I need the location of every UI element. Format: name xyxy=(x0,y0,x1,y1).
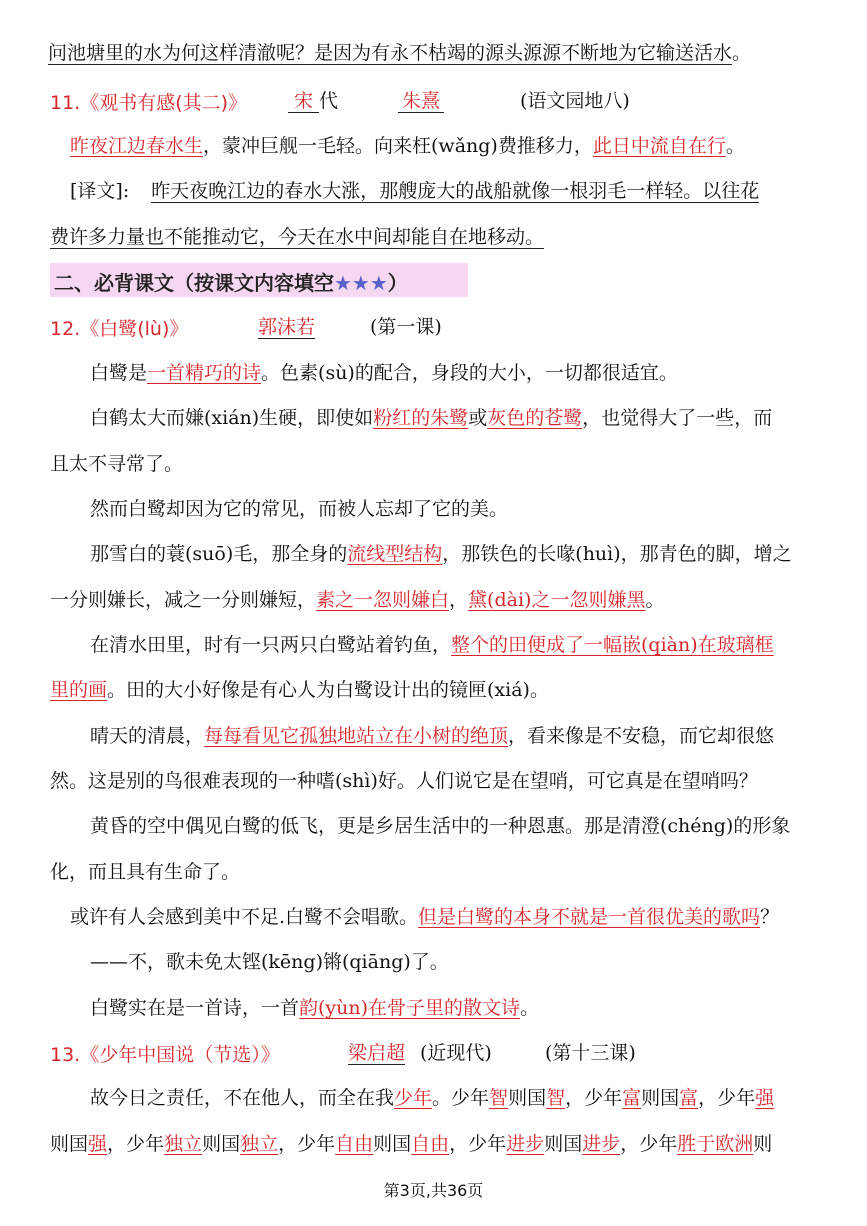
text12-author: 郭沫若 xyxy=(258,316,316,338)
text12-p7-cont: 化，而且具有生命了。 xyxy=(50,861,241,883)
text13-line2: 则国强，少年独立则国独立，少年自由则国自由，少年进步则国进步，少年胜于欧洲则 xyxy=(50,1133,773,1155)
text13-era: (近现代) xyxy=(420,1042,492,1064)
text12-p9: ——不，歌未免太铿(kēng)锵(qiāng)了。 xyxy=(90,951,449,973)
text12-p5: 在清水田里，时有一只两只白鹭站着钓鱼，整个的田便成了一幅嵌(qiàn)在玻璃框 xyxy=(90,634,774,656)
poem11-translation-line1: [译文]: 昨天夜晚江边的春水大涨，那艘庞大的战船就像一根羽毛一样轻。以往花 xyxy=(70,180,760,202)
poem11-source: (语文园地八) xyxy=(520,90,630,112)
top-line: 问池塘里的水为何这样清澈呢？是因为有永不枯竭的源头源源不断地为它输送活水。 xyxy=(48,42,752,64)
text12-p6: 晴天的清晨，每每看见它孤独地站立在小树的绝顶，看来像是不安稳，而它却很悠 xyxy=(90,725,775,747)
text12-p4-cont: 一分则嫌长，减之一分则嫌短，素之一忽则嫌白，黛(dài)之一忽则嫌黑。 xyxy=(50,589,665,611)
text12-p2-cont: 且太不寻常了。 xyxy=(50,453,184,475)
text12-p2: 白鹤太大而嫌(xián)生硬，即使如粉红的朱鹭或灰色的苍鹭，也觉得大了一些，而 xyxy=(90,407,773,429)
section-heading: 二、必背课文（按课文内容填空★★★） xyxy=(54,271,408,295)
poem11-title: 11.《观书有感(其二)》 xyxy=(50,92,248,114)
text12-lesson: (第一课) xyxy=(370,316,442,338)
poem11-author: 朱熹 xyxy=(398,88,478,114)
text12-p8: 或许有人会感到美中不足.白鹭不会唱歌。但是白鹭的本身不就是一首很优美的歌吗？ xyxy=(70,906,780,928)
text13-author: 梁启超 xyxy=(348,1042,406,1064)
text13-title: 13.《少年中国说（节选）》 xyxy=(50,1044,280,1066)
page-number: 第3页,共36页 xyxy=(383,1181,484,1200)
text12-p1: 白鹭是一首精巧的诗。色素(sù)的配合，身段的大小，一切都很适宜。 xyxy=(90,362,678,384)
text13-line1: 故今日之责任，不在他人，而全在我少年。少年智则国智，少年富则国富，少年强 xyxy=(90,1087,775,1109)
text12-title: 12.《白鹭(lù)》 xyxy=(50,318,189,340)
poem11-verse: 昨夜江边春水生，蒙冲巨舰一毛轻。向来枉(wǎng)费推移力，此日中流自在行。 xyxy=(70,135,745,157)
poem11-dynasty: 宋 代 xyxy=(288,88,328,114)
text12-p3: 然而白鹭却因为它的常见，而被人忘却了它的美。 xyxy=(90,498,509,520)
text13-lesson: (第十三课) xyxy=(545,1042,636,1064)
text12-p4: 那雪白的蓑(suō)毛，那全身的流线型结构，那铁色的长喙(huì)，那青色的脚，增之 xyxy=(90,543,792,565)
text12-p6-cont: 然。这是别的鸟很难表现的一种嗜(shì)好。人们说它是在望哨，可它真是在望哨吗？ xyxy=(50,770,758,792)
star-rating: ★★★ xyxy=(334,271,388,295)
text12-p5-cont: 里的画。田的大小好像是有心人为白鹭设计出的镜匣(xiá)。 xyxy=(50,679,549,701)
text12-p7: 黄昏的空中偶见白鹭的低飞，更是乡居生活中的一种恩惠。那是清澄(chéng)的形象 xyxy=(90,815,791,837)
text12-p10: 白鹭实在是一首诗，一首韵(yùn)在骨子里的散文诗。 xyxy=(90,997,540,1019)
poem11-translation-line2: 费许多力量也不能推动它，今天在水中间却能自在地移动。 xyxy=(50,226,545,248)
